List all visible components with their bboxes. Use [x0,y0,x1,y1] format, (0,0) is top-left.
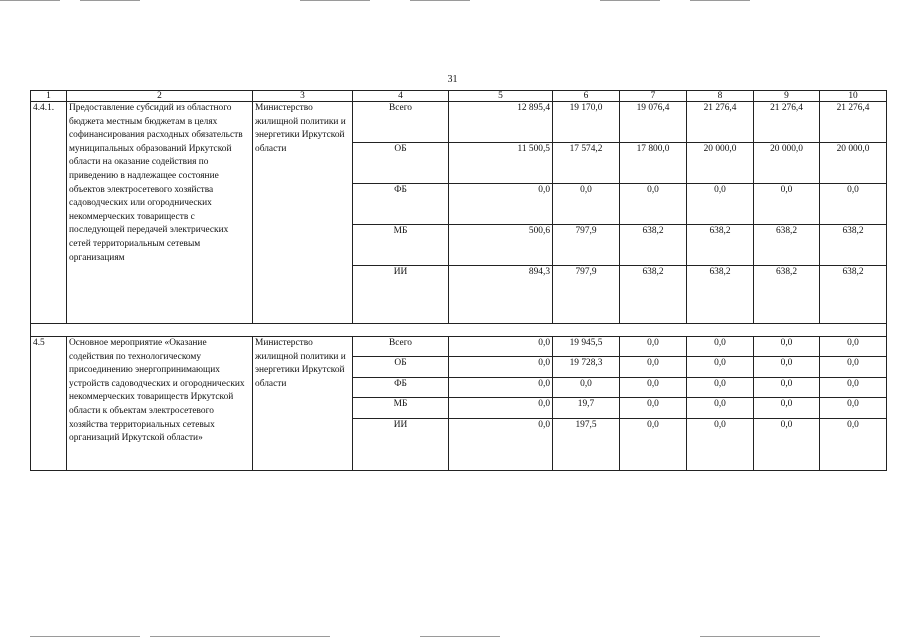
funding-source-cell: ОБ [353,143,449,184]
funding-source-cell: МБ [353,225,449,266]
amount-cell: 0,0 [620,357,687,378]
scan-line-bottom [700,636,820,637]
amount-cell: 638,2 [687,266,754,324]
amount-cell: 19 728,3 [553,357,620,378]
amount-cell: 797,9 [553,266,620,324]
amount-cell: 894,3 [449,266,553,324]
amount-cell: 0,0 [820,357,887,378]
funding-source-cell: ФБ [353,184,449,225]
amount-cell: 0,0 [754,184,820,225]
amount-cell: 0,0 [449,398,553,419]
scan-line-top [0,0,60,1]
amount-cell: 0,0 [687,337,754,357]
table-row [31,337,887,357]
amount-cell: 20 000,0 [687,143,754,184]
amount-cell: 17 574,2 [553,143,620,184]
scan-line-bottom [30,636,140,637]
spacer-cell [31,324,887,337]
amount-cell: 0,0 [754,337,820,357]
amount-cell: 0,0 [620,337,687,357]
amount-cell: 0,0 [820,378,887,398]
page-number: 31 [447,74,458,85]
amount-cell: 19 170,0 [553,102,620,143]
amount-cell: 0,0 [687,184,754,225]
amount-cell: 0,0 [620,378,687,398]
funding-source-cell: ФБ [353,378,449,398]
column-number-cell: 7 [620,91,687,102]
item-code-cell: 4.4.1. [31,102,67,324]
amount-cell: 21 276,4 [820,102,887,143]
item-name-cell: Предоставление субсидий из областного бюджета местным бюджетам в целях софинансирования расходных обязательств муниципальных образований Иркутской области на оказание содействия по приведению в надлежащее состояние объектов электросетевого хозяйства садоводческих или огороднических некоммерческих товариществ с последующей передачей электрических сетей территориальным сетевым организациям [67,102,253,324]
executor-cell: Министерство жилищной политики и энергетики Иркутской области [253,102,353,324]
amount-cell: 11 500,5 [449,143,553,184]
amount-cell: 0,0 [754,378,820,398]
amount-cell: 638,2 [620,266,687,324]
amount-cell: 0,0 [754,357,820,378]
amount-cell: 0,0 [820,419,887,471]
scan-line-bottom [150,636,330,637]
amount-cell: 0,0 [449,337,553,357]
spacer-row [31,324,887,337]
amount-cell: 197,5 [553,419,620,471]
column-number-cell: 2 [67,91,253,102]
amount-cell: 19 945,5 [553,337,620,357]
scan-line-top [690,0,750,1]
scan-line-top [600,0,660,1]
column-number-cell: 10 [820,91,887,102]
table-row [31,102,887,143]
amount-cell: 797,9 [553,225,620,266]
amount-cell: 19,7 [553,398,620,419]
amount-cell: 0,0 [820,398,887,419]
item-name-cell: Основное мероприятие «Оказание содействия по технологическому присоединению энергопринимающих устройств садоводческих и огороднических некоммерческих товариществ Иркутской области к объектам электросетевого хозяйства территориальных сетевых организаций Иркутской области» [67,337,253,471]
amount-cell: 638,2 [820,225,887,266]
amount-cell: 638,2 [620,225,687,266]
amount-cell: 0,0 [553,184,620,225]
amount-cell: 638,2 [820,266,887,324]
amount-cell: 0,0 [449,378,553,398]
amount-cell: 17 800,0 [620,143,687,184]
amount-cell: 0,0 [687,357,754,378]
scan-line-top [80,0,140,1]
scan-line-top [300,0,370,1]
amount-cell: 0,0 [620,398,687,419]
amount-cell: 0,0 [754,419,820,471]
column-number-cell: 4 [353,91,449,102]
amount-cell: 500,6 [449,225,553,266]
column-number-cell: 9 [754,91,820,102]
amount-cell: 638,2 [754,266,820,324]
amount-cell: 0,0 [553,378,620,398]
scan-line-bottom [420,636,500,637]
amount-cell: 21 276,4 [754,102,820,143]
amount-cell: 20 000,0 [820,143,887,184]
amount-cell: 0,0 [687,419,754,471]
amount-cell: 638,2 [687,225,754,266]
amount-cell: 0,0 [687,398,754,419]
funding-source-cell: ИИ [353,266,449,324]
amount-cell: 0,0 [687,378,754,398]
column-number-header-row [31,91,887,102]
funding-source-cell: ОБ [353,357,449,378]
amount-cell: 0,0 [449,357,553,378]
scan-line-top [410,0,470,1]
column-number-cell: 5 [449,91,553,102]
amount-cell: 0,0 [754,398,820,419]
budget-table [30,90,887,471]
amount-cell: 21 276,4 [687,102,754,143]
column-number-cell: 3 [253,91,353,102]
funding-source-cell: Всего [353,102,449,143]
executor-cell: Министерство жилищной политики и энергетики Иркутской области [253,337,353,471]
amount-cell: 638,2 [754,225,820,266]
funding-source-cell: МБ [353,398,449,419]
column-number-cell: 1 [31,91,67,102]
amount-cell: 0,0 [620,419,687,471]
funding-source-cell: Всего [353,337,449,357]
funding-source-cell: ИИ [353,419,449,471]
amount-cell: 0,0 [620,184,687,225]
amount-cell: 0,0 [449,184,553,225]
amount-cell: 0,0 [820,184,887,225]
amount-cell: 20 000,0 [754,143,820,184]
column-number-cell: 8 [687,91,754,102]
amount-cell: 12 895,4 [449,102,553,143]
amount-cell: 0,0 [449,419,553,471]
column-number-cell: 6 [553,91,620,102]
item-code-cell: 4.5 [31,337,67,471]
amount-cell: 19 076,4 [620,102,687,143]
amount-cell: 0,0 [820,337,887,357]
